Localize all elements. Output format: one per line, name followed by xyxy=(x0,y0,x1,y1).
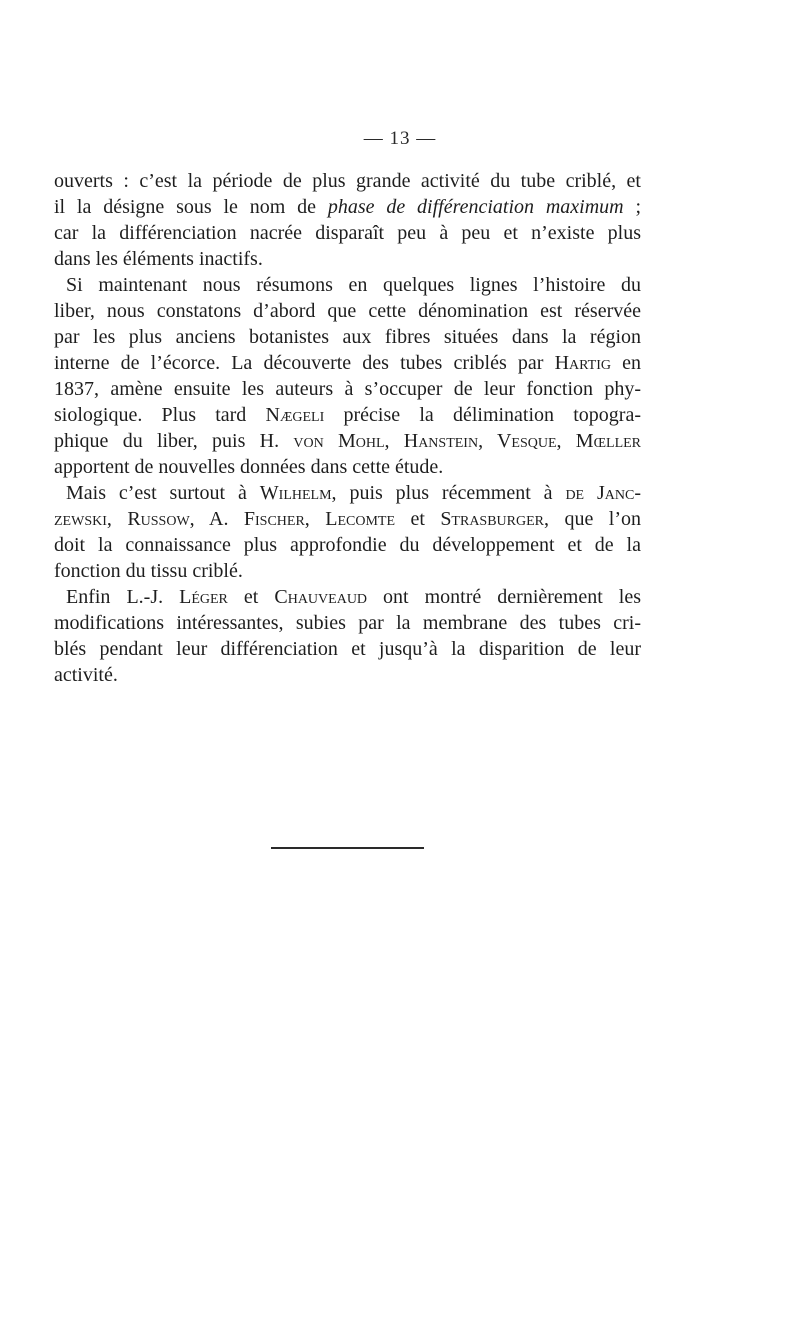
author-name: de Janc- xyxy=(565,482,641,504)
text-line: il la désigne sous le nom de phase de différenciation maximum ; xyxy=(54,196,642,218)
text-line: apportent de nouvelles données dans cette étude. xyxy=(54,456,444,478)
text-line: dans les éléments inactifs. xyxy=(54,248,263,270)
text-line: siologique. Plus tard Nægeli précise la délimination topogra- xyxy=(54,404,641,426)
author-name: Wilhelm xyxy=(259,482,332,504)
text-line: Enfin L.-J. Léger et Chauveaud ont montré dernièrement les xyxy=(66,586,642,608)
text-line: car la différenciation nacrée disparaît peu à peu et n’existe plus xyxy=(54,222,641,244)
text-line: Si maintenant nous résumons en quelques lignes l’histoire du xyxy=(66,274,641,296)
text-line: blés pendant leur différenciation et jusqu’à la disparition de leur xyxy=(54,638,641,660)
text-line: 1837, amène ensuite les auteurs à s’occuper de leur fonction phy- xyxy=(54,378,641,400)
body-text xyxy=(54,168,641,688)
text-line: modifications intéressantes, subies par la membrane des tubes cri- xyxy=(54,612,641,634)
text-line: Mais c’est surtout à Wilhelm, puis plus récemment à de Janc- xyxy=(66,482,641,504)
author-name: H. von Mohl, Hanstein, Vesque, Mœller xyxy=(259,430,642,452)
author-name: L.-J. Léger xyxy=(126,586,228,608)
text-line: par les plus anciens botanistes aux fibres situées dans la région xyxy=(54,326,641,348)
section-divider xyxy=(271,847,424,849)
text-line: zewski, Russow, A. Fischer, Lecomte et Strasburger, que l’on xyxy=(54,508,641,530)
text-line: activité. xyxy=(54,664,118,686)
text-line: doit la connaissance plus approfondie du développement et de la xyxy=(54,534,641,556)
author-name: zewski, Russow, A. Fischer, Lecomte xyxy=(54,508,395,530)
author-name: Strasburger xyxy=(440,508,545,530)
italic-term: phase de différenciation maximum xyxy=(327,196,624,218)
text-line: phique du liber, puis H. von Mohl, Hanstein, Vesque, Mœller xyxy=(54,430,642,452)
text-line: ouverts : c’est la période de plus grande activité du tube criblé, et xyxy=(54,170,641,192)
author-name: Hartig xyxy=(554,352,611,374)
author-name: Nægeli xyxy=(265,404,325,426)
text-line: interne de l’écorce. La découverte des tubes criblés par Hartig en xyxy=(54,352,641,374)
author-name: Chauveaud xyxy=(274,586,368,608)
page-number: — 13 — xyxy=(363,128,437,149)
text-line: fonction du tissu criblé. xyxy=(54,560,243,582)
text-line: liber, nous constatons d’abord que cette dénomination est réservée xyxy=(54,300,641,322)
